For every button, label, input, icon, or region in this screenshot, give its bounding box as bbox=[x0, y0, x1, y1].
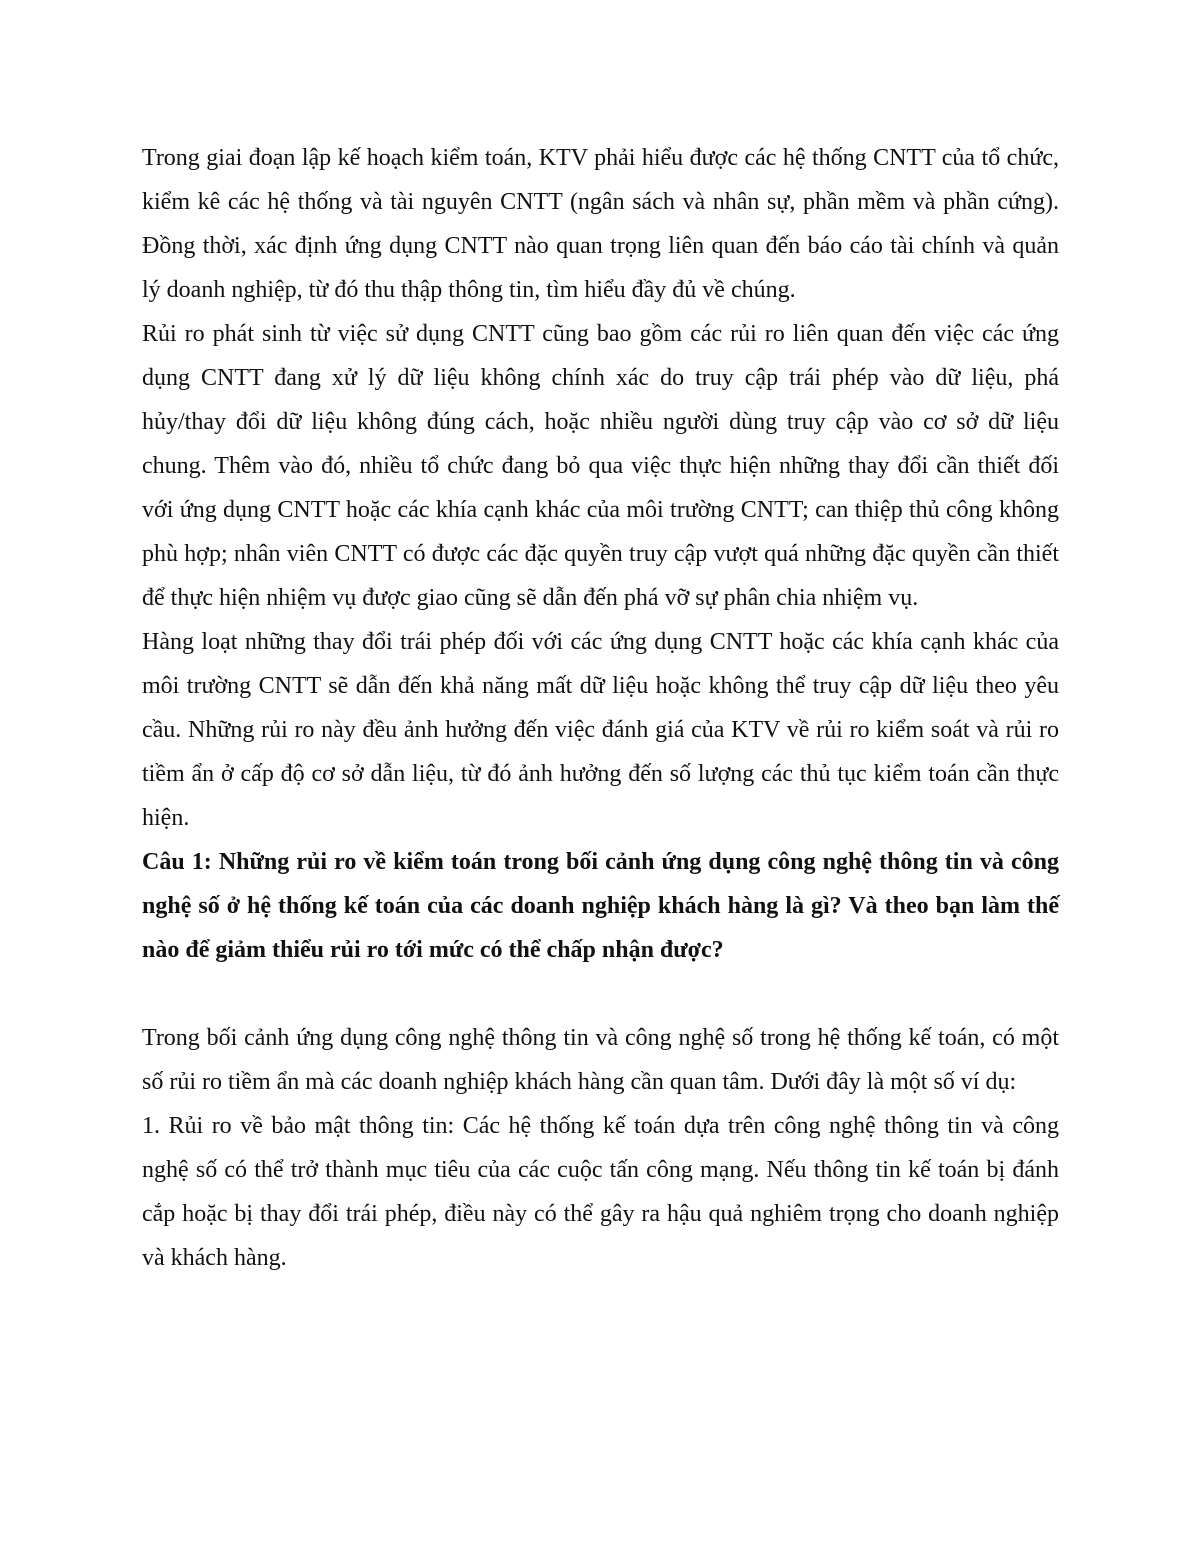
paragraph-unauthorized-changes: Hàng loạt những thay đổi trái phép đối với các ứng dụng CNTT hoặc các khía cạnh khác của môi trường CNTT sẽ dẫn đến khả năng mất dữ liệu hoặc không thể truy cập dữ liệu theo yêu cầu. Những rủi ro này đều ảnh hưởng đến việc đánh giá của KTV về rủi ro kiểm soát và rủi ro tiềm ẩn ở cấp độ cơ sở dẫn liệu, từ đó ảnh hưởng đến số lượng các thủ tục kiểm toán cần thực hiện. bbox=[142, 629, 1059, 831]
paragraph-it-risks: Rủi ro phát sinh từ việc sử dụng CNTT cũng bao gồm các rủi ro liên quan đến việc các ứng dụng CNTT đang xử lý dữ liệu không chính xác do truy cập trái phép vào dữ liệu, phá hủy/thay đổi dữ liệu không đúng cách, hoặc nhiều người dùng truy cập vào cơ sở dữ liệu chung. Thêm vào đó, nhiều tổ chức đang bỏ qua việc thực hiện những thay đổi cần thiết đối với ứng dụng CNTT hoặc các khía cạnh khác của môi trường CNTT; can thiệp thủ công không phù hợp; nhân viên CNTT có được các đặc quyền truy cập vượt quá những đặc quyền cần thiết để thực hiện nhiệm vụ được giao cũng sẽ dẫn đến phá vỡ sự phân chia nhiệm vụ. bbox=[142, 321, 1059, 611]
answer-intro: Trong bối cảnh ứng dụng công nghệ thông tin và công nghệ số trong hệ thống kế toán, có một số rủi ro tiềm ẩn mà các doanh nghiệp khách hàng cần quan tâm. Dưới đây là một số ví dụ: bbox=[142, 1025, 1059, 1095]
paragraph-planning: Trong giai đoạn lập kế hoạch kiểm toán, KTV phải hiểu được các hệ thống CNTT của tổ chức, kiểm kê các hệ thống và tài nguyên CNTT (ngân sách và nhân sự, phần mềm và phần cứng). Đồng thời, xác định ứng dụng CNTT nào quan trọng liên quan đến báo cáo tài chính và quản lý doanh nghiệp, từ đó thu thập thông tin, tìm hiểu đầy đủ về chúng. bbox=[142, 145, 1059, 303]
document-body bbox=[142, 136, 1059, 1280]
blank-line bbox=[142, 972, 1059, 1016]
question-heading: Câu 1: Những rủi ro về kiểm toán trong bối cảnh ứng dụng công nghệ thông tin và công nghệ số ở hệ thống kế toán của các doanh nghiệp khách hàng là gì? Và theo bạn làm thế nào để giảm thiểu rủi ro tới mức có thể chấp nhận được? bbox=[142, 849, 1059, 963]
answer-item-1: 1. Rủi ro về bảo mật thông tin: Các hệ thống kế toán dựa trên công nghệ thông tin và công nghệ số có thể trở thành mục tiêu của các cuộc tấn công mạng. Nếu thông tin kế toán bị đánh cắp hoặc bị thay đổi trái phép, điều này có thể gây ra hậu quả nghiêm trọng cho doanh nghiệp và khách hàng. bbox=[142, 1113, 1059, 1271]
